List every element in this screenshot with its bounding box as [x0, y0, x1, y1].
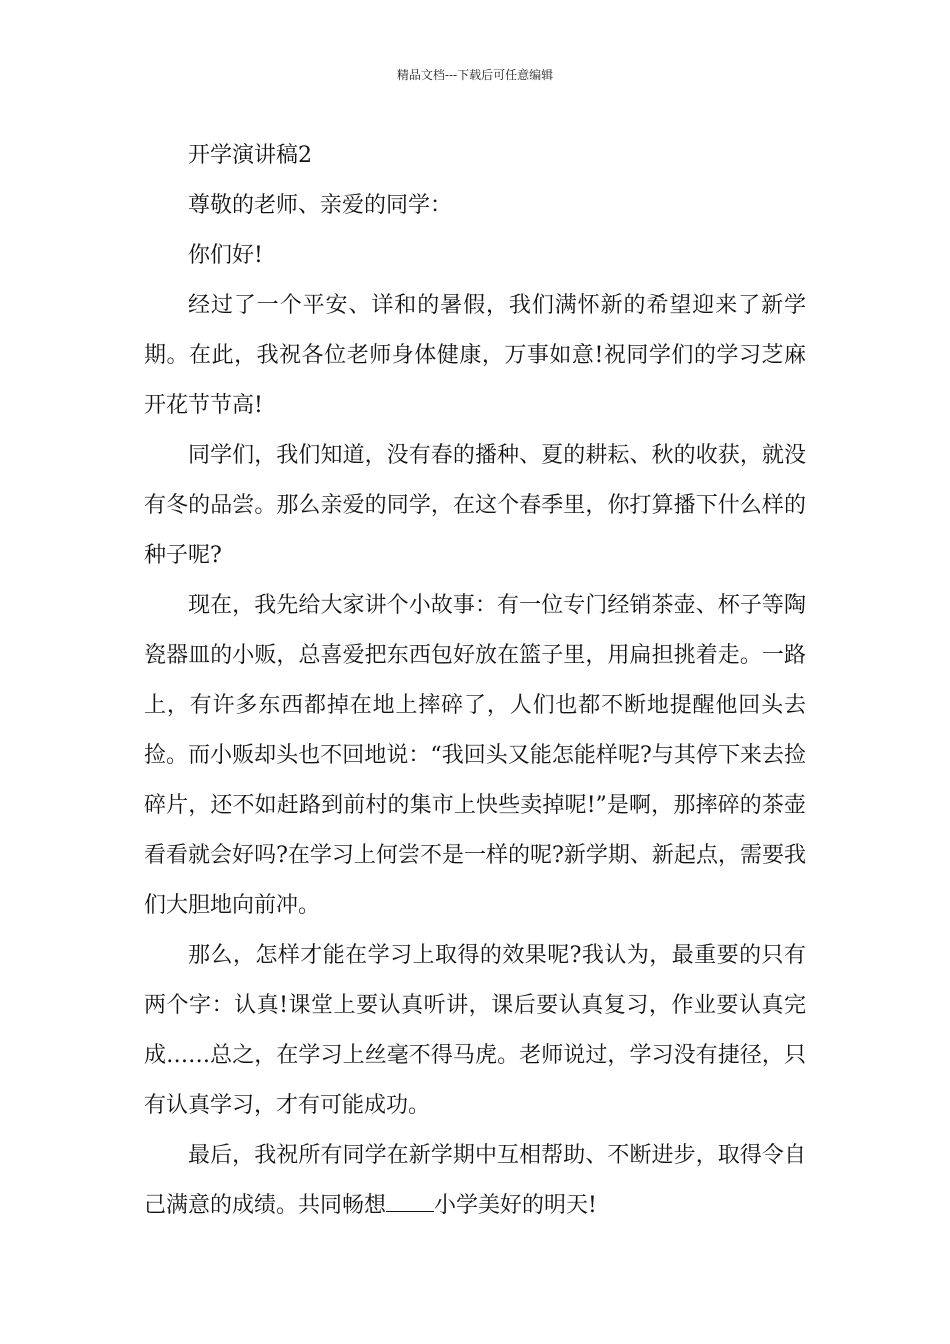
fill-in-blank: [386, 1191, 434, 1212]
paragraph-diligence: 那么，怎样才能在学习上取得的效果呢?我认为，最重要的只有两个字：认真!课堂上要认真听讲，课后要认真复习，作业要认真完成……总之，在学习上丝毫不得马虎。老师说过，学习没有捷径，只有认真学习，才有可能成功。: [144, 943, 806, 1118]
paragraph-seasons: 同学们，我们知道，没有春的播种、夏的耕耘、秋的收获，就没有冬的品尝。那么亲爱的同学，在这个春季里，你打算播下什么样的种子呢?: [144, 443, 806, 568]
paragraph-story: 现在，我先给大家讲个小故事：有一位专门经销茶壶、杯子等陶瓷器皿的小贩，总喜爱把东西包好放在篮子里，用扁担挑着走。一路上，有许多东西都掉在地上摔碎了，人们也都不断地提醒他回头去捡。而小贩却头也不回地说：“我回头又能怎能样呢?与其停下来去捡碎片，还不如赶路到前村的集市上快些卖掉呢!”是啊，那摔碎的茶壶看看就会好吗?在学习上何尝不是一样的呢?新学期、新起点，需要我们大胆地向前冲。: [144, 593, 806, 918]
salutation: 尊敬的老师、亲爱的同学：: [188, 193, 453, 218]
document-title: 开学演讲稿2: [188, 143, 312, 168]
paragraph-opening: 经过了一个平安、详和的暑假，我们满怀新的希望迎来了新学期。在此，我祝各位老师身体健康，万事如意!祝同学们的学习芝麻开花节节高!: [144, 293, 806, 418]
closing-text-start: 最后，我祝所有同学在新学期中互相帮助、不断进步，取得令自己满意的成绩。共同畅想: [144, 1143, 806, 1218]
closing-text-end: 小学美好的明天!: [434, 1193, 597, 1218]
header-note: 精品文档---下载后可任意编辑: [396, 68, 554, 82]
paragraph-closing: [144, 1131, 806, 1231]
document-body: [144, 131, 806, 1231]
greeting: 你们好!: [188, 243, 263, 268]
